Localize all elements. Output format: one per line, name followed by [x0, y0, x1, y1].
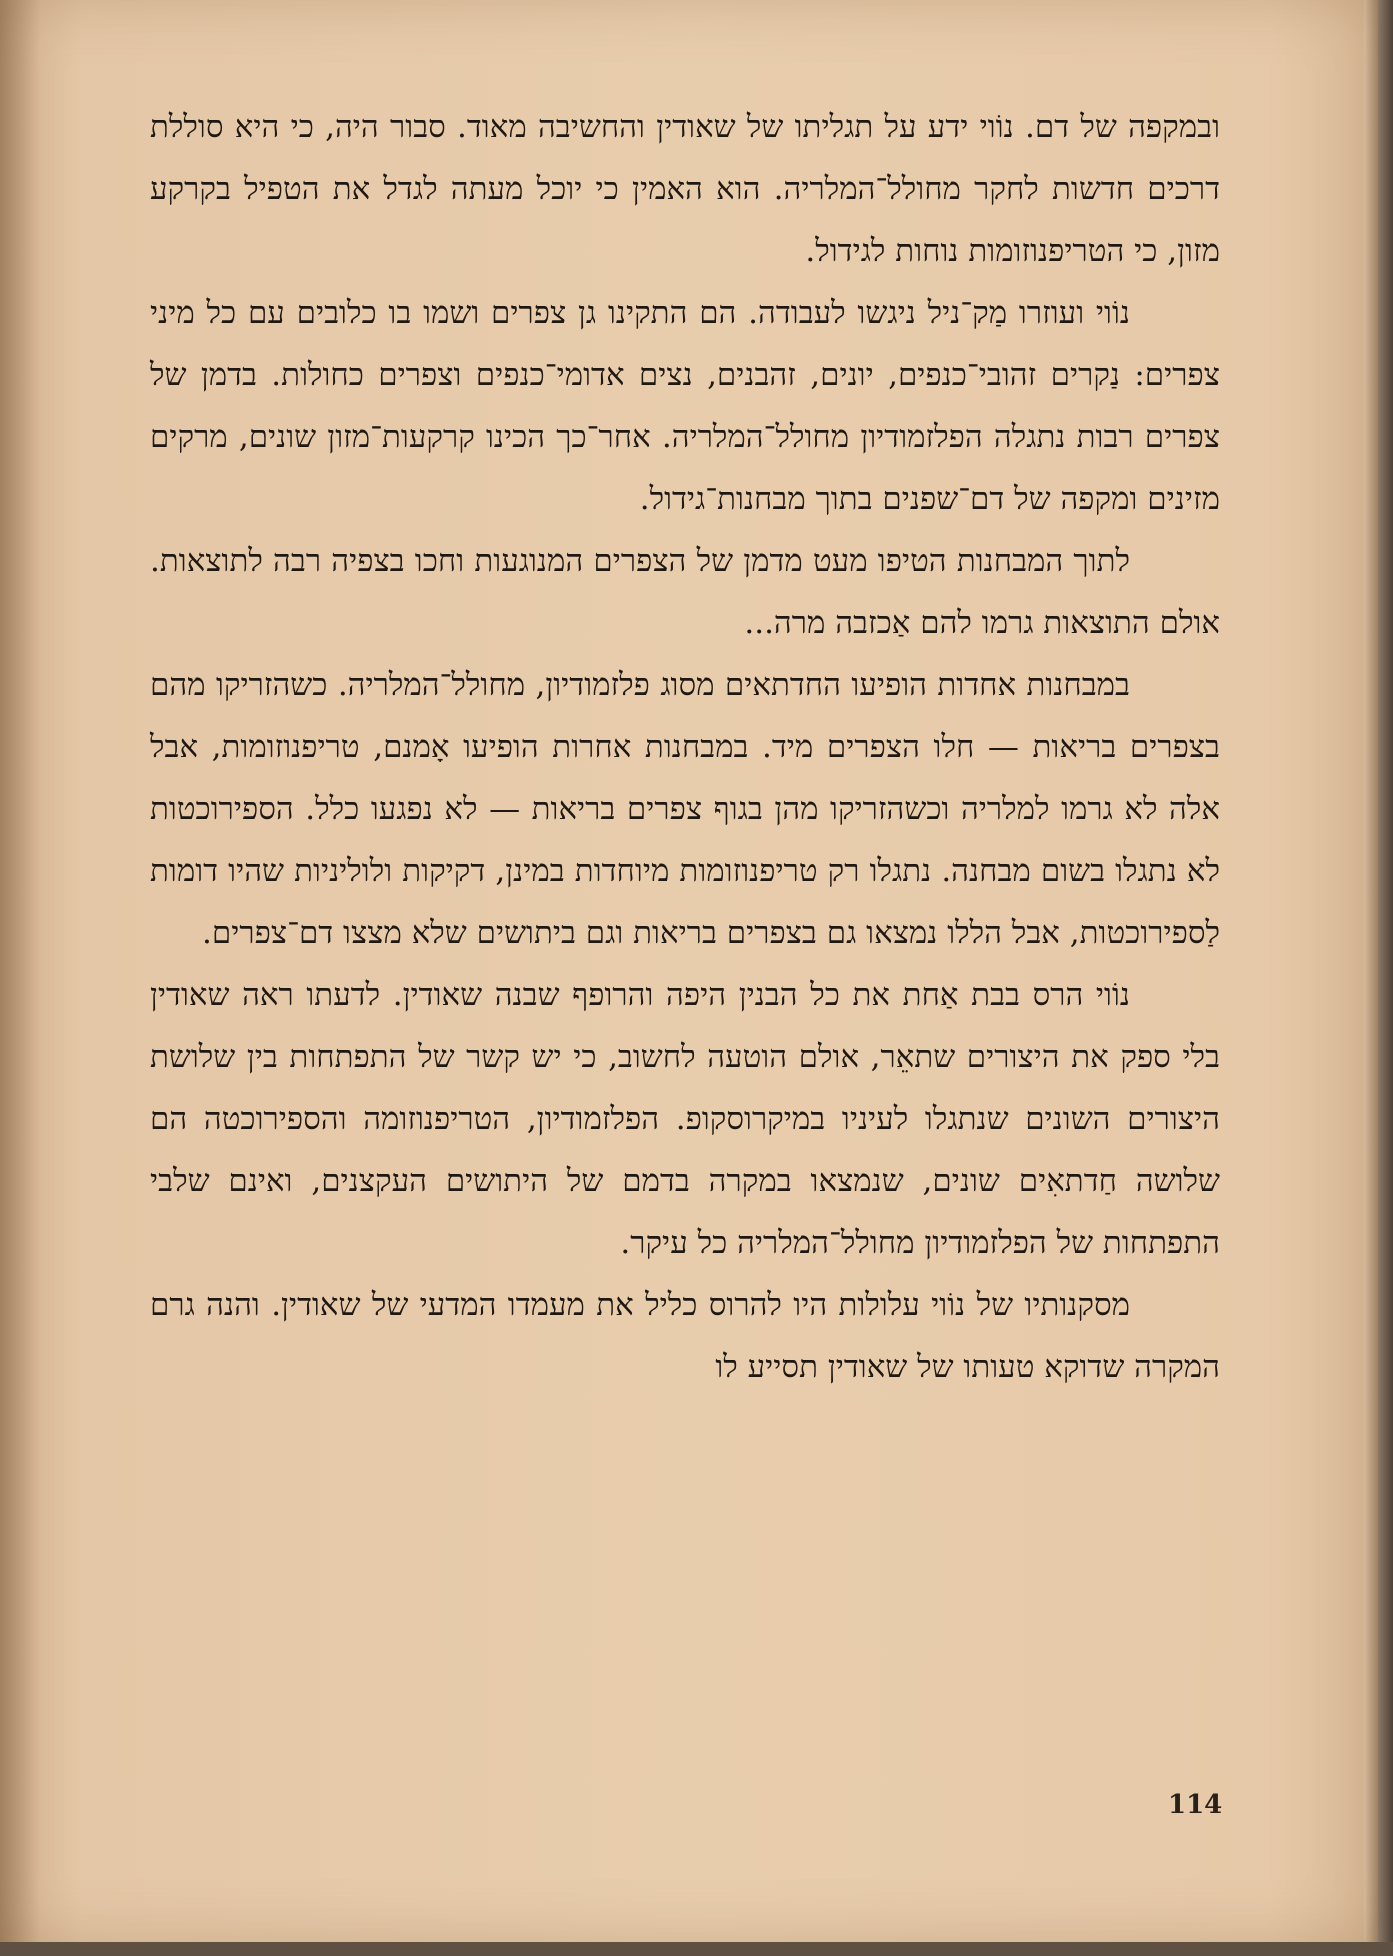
paragraph-6: מסקנותיו של נוֹוי עלולות היו להרוס כליל את מעמדו המדעי של שאודין. והנה גרם המקרה שדוקא טעותו של שאודין תסייע לו — [150, 1287, 1220, 1385]
background-edge — [1378, 0, 1393, 1956]
paragraph-1: ובמקפה של דם. נוֹוי ידע על תגליתו של שאודין והחשיבה מאוד. סבור היה, כי היא סוללת דרכים חדשות לחקר מחולל־המלריה. הוא האמין כי יוכל מעתה לגדל את הטפיל בקרקע מזון, כי הטריפנוזומות נוחות לגידול. — [150, 109, 1220, 269]
paragraph-2: נוֹוי ועוזרו מַק־ניל ניגשו לעבודה. הם התקינו גן צפרים ושמו בו כלובים עם כל מיני צפרים: נַקרים זהובי־כנפים, יונים, זהבנים, נצים אדומי־כנפים וצפרים כחולות. בדמן של צפרים רבות נתגלה הפלזמודיון מחולל־המלריה. אחר־כך הכינו קרקעות־מזון שונים, מרקים מזינים ומקפה של דם־שפנים בתוך מבחנות־גידול. — [150, 295, 1220, 517]
page-edge — [1364, 0, 1378, 1942]
background-bottom — [0, 1942, 1393, 1956]
paragraph-3: לתוך המבחנות הטיפו מעט מדמן של הצפרים המנוגעות וחכו בצפיה רבה לתוצאות. אולם התוצאות גרמו להם אַכזבה מרה... — [150, 543, 1220, 641]
page-number: 114 — [1168, 1790, 1223, 1820]
binding-shadow — [0, 0, 40, 1942]
paragraph-5: נוֹוי הרס בבת אַחת את כל הבנין היפה והרופף שבנה שאודין. לדעתו ראה שאודין בלי ספק את היצורים שתאֵר, אולם הוטעה לחשוב, כי יש קשר של התפתחות בין שלושת היצורים השונים שנתגלו לעיניו במיקרוסקופ. הפלזמודיון, הטריפנוזומה והספירוכטה הם שלושה חַדתאִים שונים, שנמצאו במקרה בדמם של היתושים העקצנים, ואינם שלבי התפתחות של הפלזמודיון מחולל־המלריה כל עיקר. — [150, 977, 1220, 1261]
paragraph-4: במבחנות אחדות הופיעו החדתאים מסוג פלזמודיון, מחולל־המלריה. כשהזריקו מהם בצפרים בריאות — חלו הצפרים מיד. במבחנות אחרות הופיעו אָמנם, טריפנוזומות, אבל אלה לא גרמו למלריה וכשהזריקו מהן בגוף צפרים בריאות — לא נפגעו כלל. הספירוכטות לא נתגלו בשום מבחנה. נתגלו רק טריפנוזומות מיוחדות במינן, דקיקות ולוליניות שהיו דומות לַספירוכטות, אבל הללו נמצאו גם בצפרים בריאות וגם ביתושים שלא מצצו דם־צפרים. — [150, 667, 1220, 951]
body-text — [150, 96, 1220, 1398]
